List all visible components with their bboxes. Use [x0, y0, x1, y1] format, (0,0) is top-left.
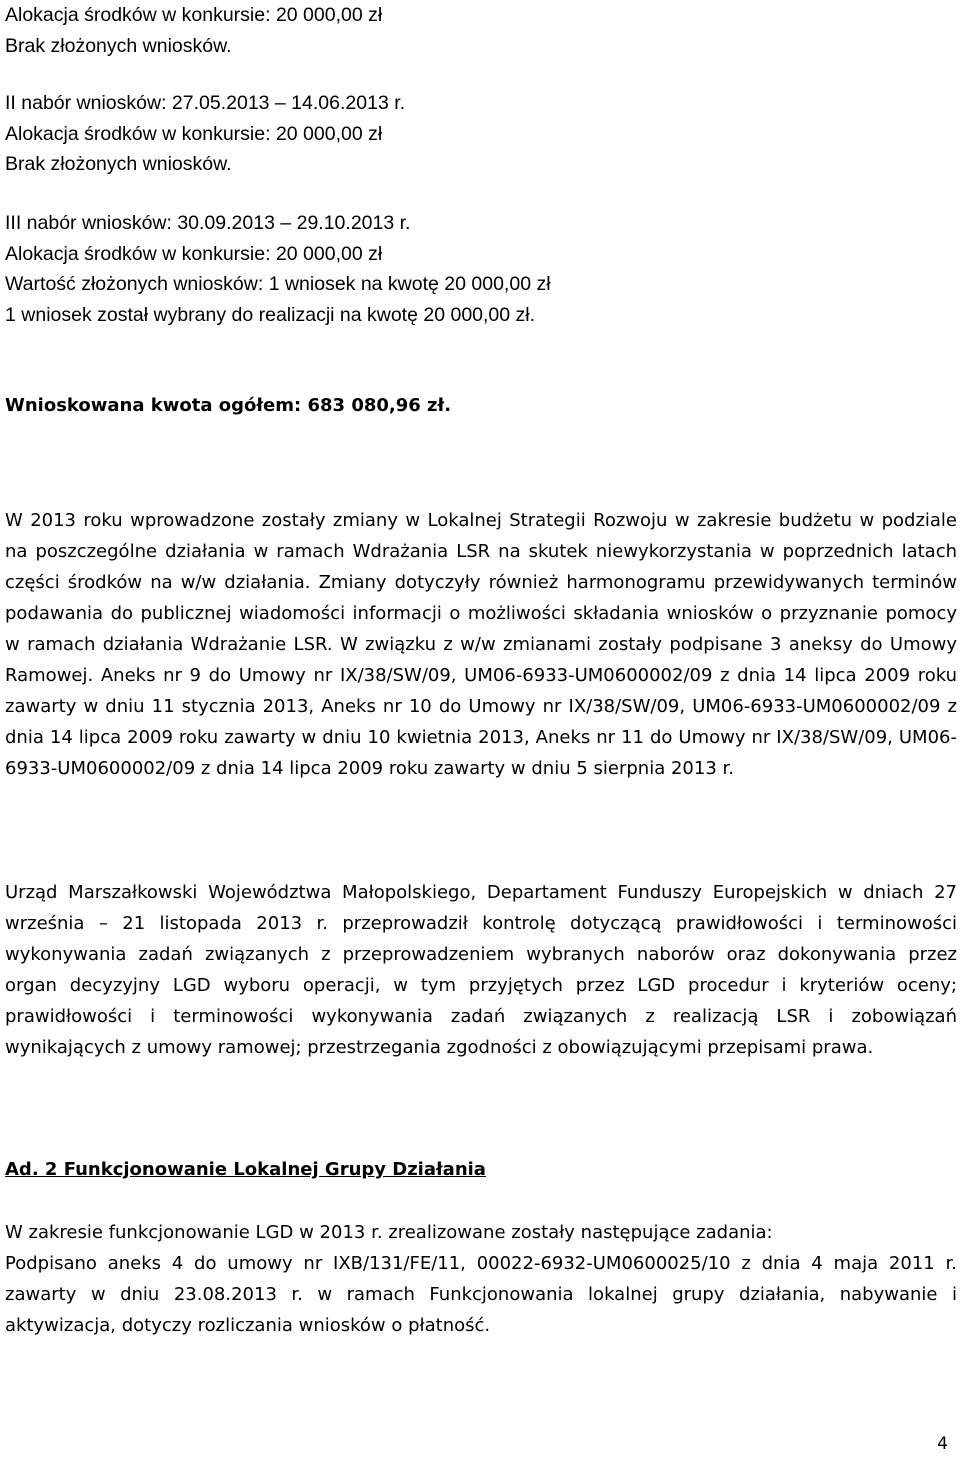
lsr-changes-paragraph: W 2013 roku wprowadzone zostały zmiany w Lokalnej Strategii Rozwoju w zakresie budżetu w podziale na poszczególne działania w ramach Wdrażania LSR na skutek niewykorzystania w poprzednich latach części środków na w/w działania. Zmiany dotyczyły również harmonogramu przewidywanych terminów podawania do publicznej wiadomości informacji o możliwości składania wniosków o przyznanie pomocy w ramach działania Wdrażanie LSR. W związku z w/w zmianami zostały podpisane 3 aneksy do Umowy Ramowej. Aneks nr 9 do Umowy nr IX/38/SW/09, UM06-6933-UM0600002/09 z dnia 14 lipca 2009 roku zawarty w dniu 11 stycznia 2013, Aneks nr 10 do Umowy nr IX/38/SW/09, UM06-6933-UM0600002/09 z dnia 14 lipca 2009 roku zawarty w dniu 10 kwietnia 2013, Aneks nr 11 do Umowy nr IX/38/SW/09, UM06-6933-UM0600002/09 z dnia 14 lipca 2009 roku zawarty w dniu 5 sierpnia 2013 r. — [5, 510, 957, 779]
control-paragraph: Urząd Marszałkowski Województwa Małopolskiego, Departament Funduszy Europejskich w dniach 27 września – 21 listopada 2013 r. przeprowadził kontrolę dotyczącą prawidłowości i terminowości wykonywania zadań związanych z przeprowadzeniem wybranych naborów oraz dokonywania przez organ decyzyjny LGD wyboru operacji, w tym przyjętych przez LGD procedur i kryteriów oceny; prawidłowości i terminowości wykonywania zadań związanych z realizacją LSR i zobowiązań wynikających z umowy ramowej; przestrzegania zgodności z obowiązującymi przepisami prawa. — [5, 882, 957, 1058]
section-content — [5, 1217, 957, 1341]
allocation-line: Alokacja środków w konkursie: 20 000,00 zł — [5, 4, 383, 26]
selected-application-line: 1 wniosek został wybrany do realizacji na kwotę 20 000,00 zł. — [5, 303, 536, 326]
round-1-info — [5, 0, 382, 61]
round-3-info — [5, 208, 551, 330]
no-applications-line: Brak złożonych wniosków. — [5, 153, 232, 175]
no-applications-line: Brak złożonych wniosków. — [5, 34, 232, 57]
applications-value-line: Wartość złożonych wniosków: 1 wniosek na kwotę 20 000,00 zł — [5, 273, 551, 295]
page-number: 4 — [937, 1434, 948, 1454]
allocation-line: Alokacja środków w konkursie: 20 000,00 zł — [5, 122, 383, 145]
section-heading: Ad. 2 Funkcjonowanie Lokalnej Grupy Działania — [5, 1159, 486, 1180]
allocation-line: Alokacja środków w konkursie: 20 000,00 zł — [5, 242, 383, 265]
total-requested-amount: Wnioskowana kwota ogółem: 683 080,96 zł. — [5, 395, 452, 416]
annex-paragraph: Podpisano aneks 4 do umowy nr IXB/131/FE/11, 00022-6932-UM0600025/10 z dnia 4 maja 2011 r. zawarty w dniu 23.08.2013 r. w ramach Funkcjonowania lokalnej grupy działania, nabywanie i aktywizacja, dotyczy rozliczania wniosków o płatność. — [5, 1253, 957, 1336]
round-2-info — [5, 88, 405, 180]
round-3-title: III nabór wniosków: 30.09.2013 – 29.10.2013 r. — [5, 212, 411, 234]
section-intro-line: W zakresie funkcjonowanie LGD w 2013 r. zrealizowane zostały następujące zadania: — [5, 1222, 773, 1243]
round-2-title: II nabór wniosków: 27.05.2013 – 14.06.2013 r. — [5, 92, 406, 114]
